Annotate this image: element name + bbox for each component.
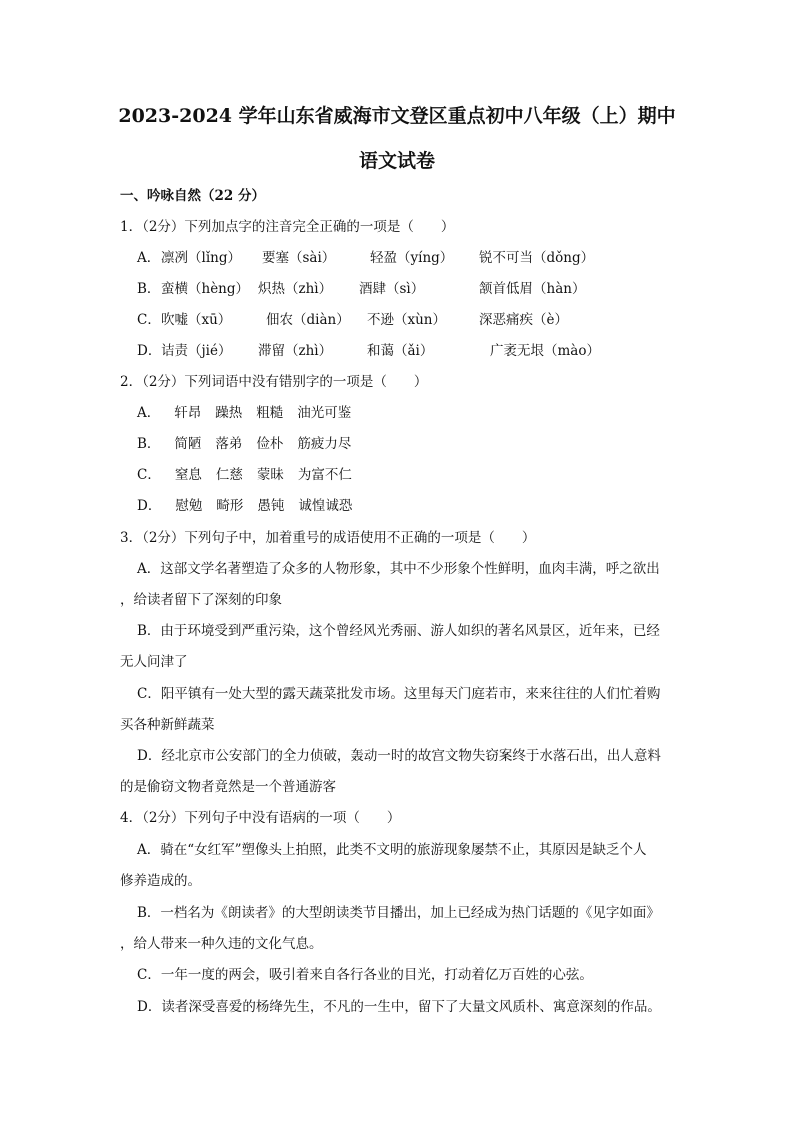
question-2-stem: 2．（2分）下列词语中没有错别字的一项是（ ） (120, 374, 428, 390)
option-item: 俭朴 (256, 436, 284, 452)
question-3-option-a: A．这部文学名著塑造了众多的人物形象，其中不少形象个性鲜明，血肉丰满，呼之欲出 (137, 561, 660, 577)
question-4-option-d: D．读者深受喜爱的杨绛先生，不凡的一生中，留下了大量文风质朴、寓意深刻的作品。 (137, 999, 661, 1015)
option-item: 要塞（sài） (262, 250, 336, 266)
option-item: 轻盈（yíng） (370, 250, 454, 266)
option-item: 深恶痛疾（è） (479, 312, 568, 328)
option-item: 粗糙 (256, 405, 284, 421)
question-3-option-c: C．阳平镇有一处大型的露天蔬菜批发市场。这里每天门庭若市，来来往往的人们忙着购 (137, 686, 661, 702)
option-label: C． (137, 312, 161, 328)
question-3-option-b-cont: 无人问津了 (120, 654, 188, 670)
question-2-option-b (137, 434, 365, 454)
option-label: D． (137, 343, 162, 359)
question-4-option-c: C．一年一度的两会，吸引着来自各行各业的目光，打动着亿万百姓的心弦。 (137, 967, 593, 983)
option-item: 窒息 (174, 467, 202, 483)
question-3-option-b: B．由于环境受到严重污染，这个曾经风光秀丽、游人如织的著名风景区，近年来，已经 (137, 623, 660, 639)
option-item: 愚钝 (257, 498, 285, 514)
question-4-option-a: A．骑在“女红军”塑像头上拍照，此类不文明的旅游现象屡禁不止，其原因是缺乏个人 (137, 842, 647, 858)
option-item: 仁慈 (215, 467, 243, 483)
option-item: 滞留（zhì） (258, 343, 333, 359)
option-item: 简陋 (174, 436, 202, 452)
option-item: 和蔼（ǎi） (367, 343, 434, 359)
option-item: 炽热（zhì） (258, 281, 333, 297)
question-3-option-d-cont: 的是偷窃文物者竟然是一个普通游客 (120, 779, 336, 795)
option-label: B． (137, 436, 161, 452)
option-item: 筋疲力尽 (297, 436, 352, 452)
option-item: 锐不可当（dǒng） (479, 250, 595, 266)
question-2-option-d (137, 496, 366, 516)
option-item: 酒肆（sì） (359, 281, 425, 297)
option-item: 诘责（jié） (161, 343, 232, 359)
question-2-option-c (137, 465, 366, 485)
option-item: 不逊（xùn） (367, 312, 447, 328)
option-item: 慰勉 (175, 498, 203, 514)
option-item: 佃农（diàn） (266, 312, 350, 328)
option-label: A． (137, 405, 161, 421)
option-label: D． (137, 498, 162, 514)
question-4-option-b-cont: ，给人带来一种久违的文化气息。 (120, 936, 323, 952)
option-item: 轩昂 (174, 405, 202, 421)
question-3-stem: 3．（2分）下列句子中，加着重号的成语使用不正确的一项是（ ） (120, 530, 536, 546)
option-item: 油光可鉴 (297, 405, 352, 421)
option-item: 躁热 (215, 405, 243, 421)
option-item: 吹嘘（xū） (161, 312, 232, 328)
question-1-stem: 1．（2分）下列加点字的注音完全正确的一项是（ ） (120, 219, 455, 235)
question-3-option-a-cont: ，给读者留下了深刻的印象 (120, 592, 282, 608)
option-item: 为富不仁 (297, 467, 352, 483)
option-item: 蒙昧 (256, 467, 284, 483)
option-item: 蛮横（hèng） (161, 281, 250, 297)
option-item: 落弟 (215, 436, 243, 452)
question-4-stem: 4．（2分）下列句子中没有语病的一项（ ） (120, 810, 401, 826)
option-item: 凛冽（lǐng） (161, 250, 241, 266)
option-label: C． (137, 467, 161, 483)
option-item: 广袤无垠（mào） (490, 343, 600, 359)
question-3-option-c-cont: 买各种新鲜蔬菜 (120, 717, 215, 733)
option-item: 诚惶诚恐 (298, 498, 353, 514)
page-title: 2023-2024 学年山东省威海市文登区重点初中八年级（上）期中 (118, 105, 676, 127)
question-4-option-b: B．一档名为《朗读者》的大型朗读类节目播出，加上已经成为热门话题的《见字如面》 (137, 905, 660, 921)
option-label: B． (137, 281, 161, 297)
option-item: 畸形 (216, 498, 244, 514)
question-3-option-d: D．经北京市公安部门的全力侦破，轰动一时的故宫文物失窃案终于水落石出，出人意料 (137, 748, 661, 764)
option-label: A． (137, 250, 161, 266)
option-item: 颔首低眉（hàn） (479, 281, 586, 297)
question-4-option-a-cont: 修养造成的。 (120, 873, 201, 889)
page-subtitle: 语文试卷 (358, 150, 435, 172)
section-heading: 一、吟咏自然（22 分） (120, 188, 265, 204)
question-2-option-a (137, 403, 365, 423)
